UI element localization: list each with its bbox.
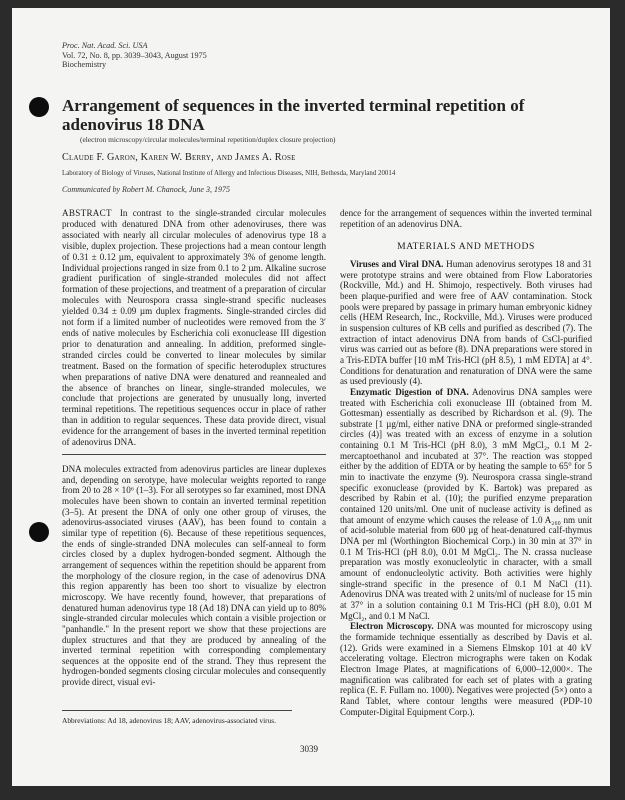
intro-paragraph: DNA molecules extracted from adenovirus particles are linear duplexes and, depending on serotype, have molecular weights reported to range from 20 to 28 × 10⁶ (1–3). For all serotypes so far examined, most DNA molecules have been shown to contain an inverted terminal repetition (3–5). At present the DNA of only one other group of viruses, the adenovirus-associated viruses (AAV), has been found to contain a similar type of repetition (6). Because of these repetitious sequences, the ends of single-stranded DNA molecules can self-anneal to form circles closed by a duplex hydrogen-bonded segment. Although the arrangement of sequences within the repetition should be apparent from the morphology of the closure region, in the case of adenovirus DNA this region apparently has been too short to visualize by electron microscopy. We have recently found, however, that preparations of denatured human adenovirus type 18 (Ad 18) DNA can yield up to 80% single-stranded circular molecules which contain a visible projection or "panhandle." In the present report we show that these projections are duplex structures and that they are produced by annealing of the inverted terminal repetition with corresponding complementary sequences at the opposite end of the strand. They thus represent the hydrogen-bonded segments closing circular molecules and consequently provide direct, visual evi- bbox=[62, 464, 326, 688]
communicated-by: Communicated by Robert M. Chanock, June 3, 1975 bbox=[62, 185, 230, 194]
paragraph-text: Human adenovirus serotypes 18 and 31 were prototype strains and were obtained from Flow Laboratories (Rockville, Md.) and H. Shimojo, respectively. Both viruses had been plaque-purified and were free of AAV contamination. Stock pools were prepared by passage in primary human embryonic kidney cells (HEM Research, Inc., Rockville, Md.). Viruses were produced in suspension cultures of KB cells and purified as described (7). The extraction of intact adenovirus DNA from bands of CsCl-purified virus was carried out as before (8). DNA preparations were stored in a Tris-EDTA buffer [10 mM Tris-HCl (pH 8.5), 1 mM EDTA] at 4°. Conditions for denaturation and renaturation of DNA were the same as used previously (4). bbox=[340, 258, 592, 387]
keywords: (electron microscopy/circular molecules/terminal repetition/duplex closure projection) bbox=[80, 135, 336, 144]
article-title: Arrangement of sequences in the inverted terminal repetition of adenovirus 18 DNA bbox=[62, 96, 525, 134]
page-number: 3039 bbox=[300, 744, 318, 754]
methods-paragraph-microscopy bbox=[340, 621, 592, 717]
intro-continued: dence for the arrangement of sequences within the inverted terminal repetition of an adenovirus DNA. bbox=[340, 208, 592, 229]
right-column bbox=[340, 208, 592, 717]
methods-paragraph-viruses bbox=[340, 259, 592, 387]
paragraph-lead: Electron Microscopy. bbox=[350, 621, 434, 632]
journal-header bbox=[62, 41, 207, 70]
volume-info: Vol. 72, No. 8, pp. 3039–3043, August 1975 bbox=[62, 50, 207, 60]
divider bbox=[62, 454, 326, 455]
abstract bbox=[62, 208, 326, 448]
punch-hole-icon bbox=[29, 97, 49, 117]
paragraph-text: Adenovirus DNA samples were treated with Escherichia coli exonuclease III (obtained from M. Gottesman) essentially as described by Richardson et al. (9). The substrate [1 µg/ml, either native DNA or preformed single-stranded circles (4)] was treated with an excess of enzyme in a solution containing 0.1 M Tris-HCl (pH 8.0), 3 mM MgCl₂, 0.1 M 2-mercaptoethanol and incubated at 37°. The reaction was stopped either by the addition of EDTA or by heating the sample to 65° for 5 min to inactivate the enzyme (9). Neurospora crassa single-strand specific exonuclease (provided by K. Bartok) was prepared as described by Rabin et al. (10); the purified enzyme preparation contained 120 units/ml. One unit of nuclease activity is defined as that amount of enzyme which causes the release of 1.0 A₂₆₀ nm unit of acid-soluble material from 600 µg of heat-denatured calf-thymus DNA per ml (Worthington Biochemical Corp.) in 30 min at 37° in 0.1 M Tris-HCl (pH 8.0), 0.01 M MgCl₂. The N. crassa nuclease preparation was mostly exonucleolytic in character, with a small amount of endonucleolytic activity. Both activities were highly single-strand specific in the presence of 0.1 M NaCl (11). Adenovirus DNA was treated with 2 units/ml of nuclease for 15 min at 37° in a solution containing 0.1 M Tris-HCl (pH 8.0), 0.01 M MgCl₂, and 0.1 M NaCl. bbox=[340, 386, 592, 621]
punch-hole-icon bbox=[29, 522, 49, 542]
paragraph-text: DNA was mounted for microscopy using the formamide technique essentially as described by Davis et al. (12). Grids were examined in a Siemens Elmskop 101 at 40 kV accelerating voltage. Electron micrographs were taken on Kodak Electron Image Plates, at magnifications of 6,000–12,000×. The magnification was calibrated for each set of plates with a grating replica (E. F. Fullam no. 1000). Negatives were projected (5×) onto a Rand Tablet, where contour lengths were measured (PDP-10 Computer-Digital Equipment Corp.). bbox=[340, 621, 592, 717]
authors: Claude F. Garon, Karen W. Berry, and James A. Rose bbox=[62, 152, 296, 163]
footnote-divider bbox=[62, 710, 292, 711]
abstract-label: ABSTRACT bbox=[62, 208, 112, 218]
affiliation: Laboratory of Biology of Viruses, National Institute of Allergy and Infectious Diseases, NIH, Bethesda, Maryland 20014 bbox=[62, 170, 396, 177]
abstract-text: In contrast to the single-stranded circular molecules produced with denatured DNA from other adenoviruses, there was associated with nearly all circular molecules of adenovirus type 18 a visible, duplex projection. These projections had a mean contour length of 0.31 ± 0.12 µm, equivalent to approximately 3% of genome length. Individual projections ranged in size from 0.1 to 2 µm. Alkaline sucrose gradient purification of single-stranded molecules did not affect formation of these projections, and treatment of a preparation of circular molecules with Neurospora crassa single-strand specific nucleases yielded 0.34 ± 0.09 µm duplex fragments. Single-stranded circles did not form if a limited number of nucleotides were removed from the 3′ ends of native molecules by Escherichia coli exonuclease III digestion prior to denaturation and annealing. In addition, preformed single-stranded circles could be converted to linear molecules by similar treatment. Based on the formation of specific heteroduplex structures when preparations of native DNA were denatured and reannealed and the absence of branches on linear, single-stranded molecules, we conclude that projections are generated by unusually long, inverted terminal repetitions. The repetitious sequences occur in place of rather than in addition to regular sequences. These data provide direct, visual evidence for the arrangement of bases in the inverted terminal repetition of adenovirus DNA. bbox=[62, 208, 326, 448]
intro-left bbox=[62, 464, 326, 688]
journal-name: Proc. Nat. Acad. Sci. USA bbox=[62, 41, 148, 50]
footnote: Abbreviations: Ad 18, adenovirus 18; AAV, adenovirus-associated virus. bbox=[62, 716, 277, 725]
methods-paragraph-enzymatic bbox=[340, 387, 592, 621]
paragraph-lead: Viruses and Viral DNA. bbox=[350, 258, 444, 269]
section-name: Biochemistry bbox=[62, 60, 107, 70]
section-heading: MATERIALS AND METHODS bbox=[397, 241, 535, 253]
paragraph-lead: Enzymatic Digestion of DNA. bbox=[350, 386, 469, 397]
